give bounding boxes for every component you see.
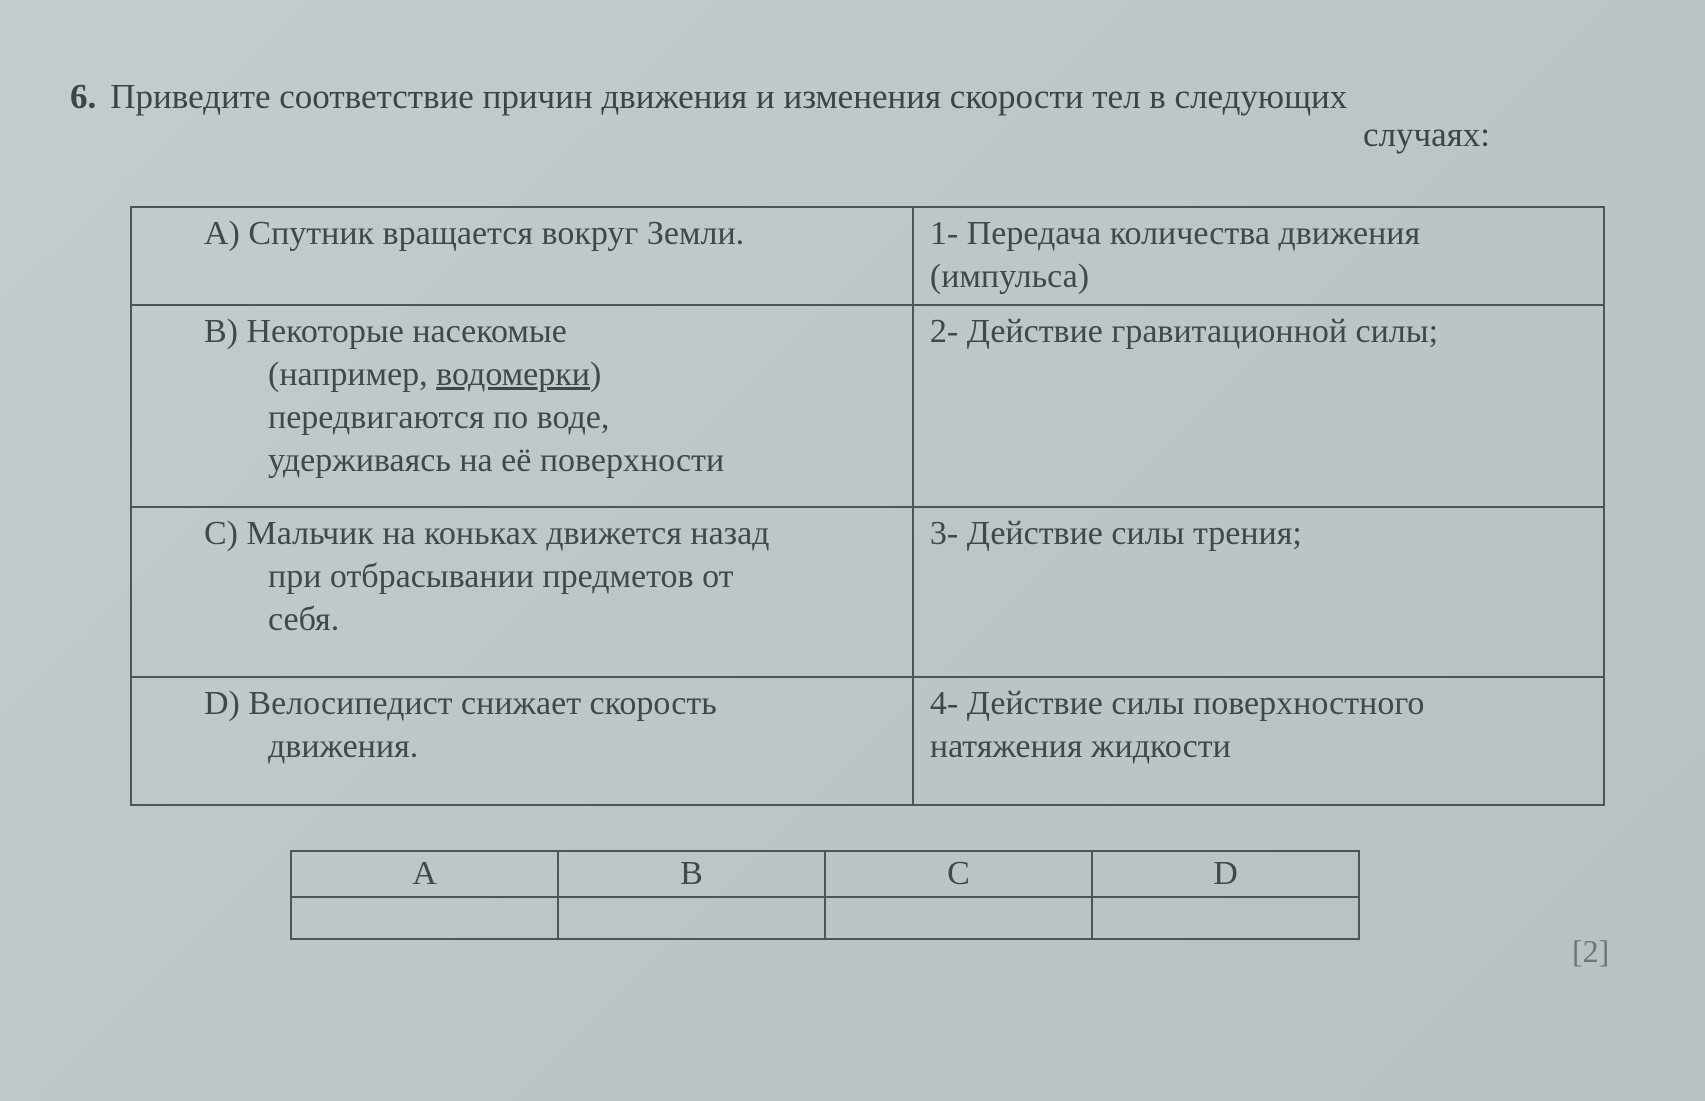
- matching-table: [130, 206, 1605, 806]
- situation-text-line2: при отбрасывании предметов от: [268, 558, 734, 595]
- situation-text: Спутник вращается вокруг Земли.: [248, 215, 745, 252]
- cause-text: 2- Действие гравитационной силы;: [929, 313, 1439, 350]
- answer-cell-a[interactable]: [291, 897, 558, 939]
- answer-header-a: A: [291, 851, 558, 897]
- situation-text: Велосипедист снижает скорость: [248, 685, 717, 722]
- answer-cell-c[interactable]: [825, 897, 1092, 939]
- matching-row-d: [131, 677, 1604, 805]
- cause-text: 4- Действие силы поверхностного: [929, 685, 1425, 722]
- matching-row-a: [131, 207, 1604, 305]
- cause-cell-1: [913, 207, 1604, 305]
- question-number: 6.: [70, 77, 97, 116]
- situation-cell-c: [131, 507, 913, 677]
- situation-text-suffix: ): [590, 356, 602, 393]
- situation-text-prefix: (например,: [268, 356, 437, 393]
- answer-input-row: [291, 897, 1359, 939]
- question-6: [70, 78, 1490, 154]
- situation-letter: D): [204, 685, 240, 722]
- answer-table: [290, 850, 1360, 940]
- marks-label: [2]: [1572, 933, 1610, 969]
- answer-header-d: D: [1092, 851, 1359, 897]
- answer-cell-b[interactable]: [558, 897, 825, 939]
- answer-cell-d[interactable]: [1092, 897, 1359, 939]
- cause-text-cont: натяжения жидкости: [929, 728, 1231, 765]
- question-text-line1: Приведите соответствие причин движения и изменения скорости тел в следующих: [110, 77, 1348, 116]
- matching-row-b: [131, 305, 1604, 507]
- underlined-term: водомерки: [436, 356, 590, 393]
- situation-text: Мальчик на коньках движется назад: [246, 515, 770, 552]
- cause-cell-2: [913, 305, 1604, 507]
- answer-header-b: B: [558, 851, 825, 897]
- situation-text: Некоторые насекомые: [246, 313, 567, 350]
- cause-cell-4: [913, 677, 1604, 805]
- situation-text-line2: движения.: [268, 728, 419, 765]
- situation-cell-d: [131, 677, 913, 805]
- question-text-line2: случаях:: [1363, 115, 1490, 154]
- cause-text: 3- Действие силы трения;: [929, 515, 1302, 552]
- situation-letter: B): [204, 313, 238, 350]
- answer-header-row: [291, 851, 1359, 897]
- cause-text: 1- Передача количества движения: [929, 215, 1421, 252]
- situation-text-line4: удерживаясь на её поверхности: [268, 442, 725, 479]
- situation-cell-a: [131, 207, 913, 305]
- cause-cell-3: [913, 507, 1604, 677]
- matching-row-c: [131, 507, 1604, 677]
- situation-text-line3: себя.: [268, 601, 340, 638]
- situation-text-line3: передвигаются по воде,: [268, 399, 610, 436]
- situation-letter: A): [204, 215, 240, 252]
- answer-header-c: C: [825, 851, 1092, 897]
- situation-letter: C): [204, 515, 238, 552]
- situation-cell-b: [131, 305, 913, 507]
- cause-text-cont: (импульса): [929, 258, 1090, 295]
